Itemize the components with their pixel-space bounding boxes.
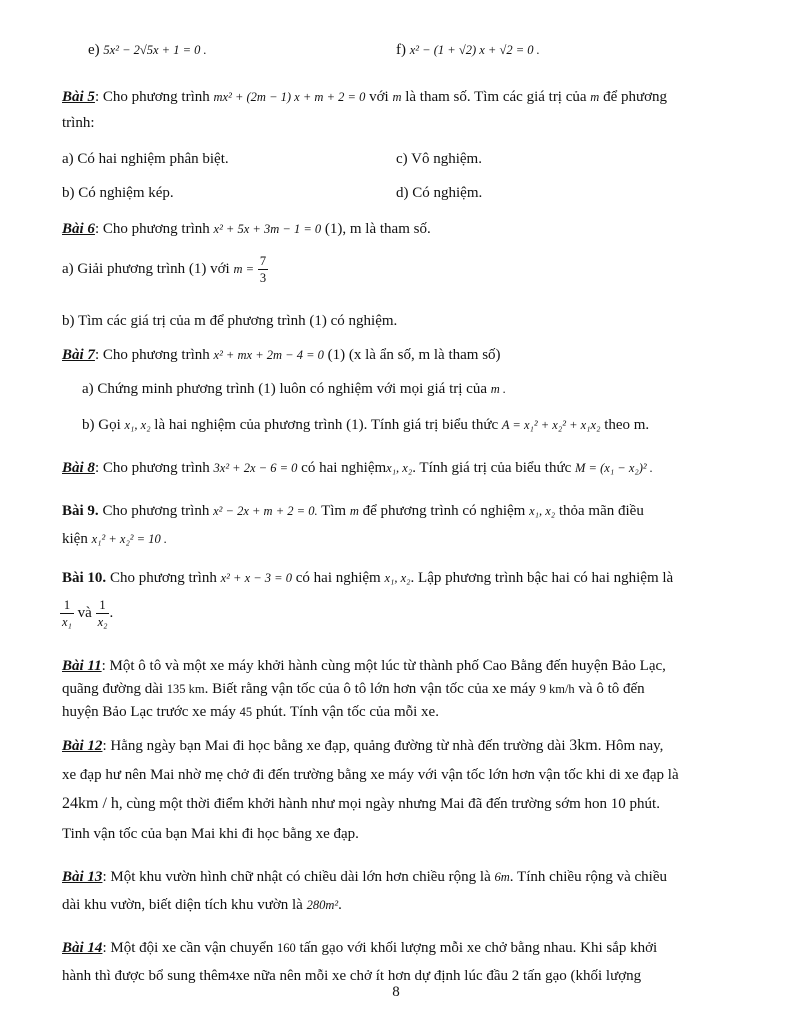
bai9-text3: để phương trình có nghiệm: [362, 503, 526, 519]
bai12-l1a: : Hằng ngày bạn Mai đi học bằng xe đạp, quảng đường từ nhà đến trường dài: [102, 738, 566, 754]
bai10-frac1-den: x₁: [62, 615, 72, 629]
bai13-diff: 6m: [494, 870, 510, 884]
bai9-text2: Tìm: [321, 503, 347, 519]
bai14-l2b: xe nữa nên mỗi xe chở ít hơn dự định lúc đầu 2 tấn gạo (khối lượng: [235, 968, 642, 984]
bai12-line3: [62, 795, 660, 813]
bai10-end: .: [109, 604, 114, 621]
bai8-text2: có hai nghiệm: [301, 460, 387, 476]
bai14-l2a: hành thì được bổ sung thêm: [62, 968, 230, 984]
bai8-equation: 3x² + 2x − 6 = 0: [213, 461, 298, 475]
bai7-text2: (1) (x là ẩn số, m là tham số): [327, 347, 501, 363]
bai6-den: 3: [259, 271, 267, 285]
label-f: f): [396, 42, 406, 58]
bai8-expr: M = (x₁ − x₂)² .: [575, 461, 653, 475]
bai7-b-expr: A = x₁² + x₂² + x₁x₂: [501, 418, 601, 432]
bai8-text3: . Tính giá trị của biểu thức: [412, 460, 572, 476]
bai5-text3: là tham số. Tìm các giá trị của: [405, 89, 587, 105]
bai12-l1b: . Hôm nay,: [597, 738, 664, 754]
bai10-frac1: [60, 597, 74, 630]
label-e: e): [88, 42, 100, 58]
bai7-a-text: a) Chứng minh phương trình (1) luôn có nghiệm với mọi giá trị của: [82, 381, 487, 397]
bai10-text3: . Lập phương trình bậc hai có hai nghiệm là: [410, 570, 674, 586]
bai7-b-vars: x₁, x₂: [124, 418, 151, 432]
bai10-frac2-num: 1: [96, 597, 110, 614]
bai5-line2: trình:: [62, 115, 95, 131]
equation-f: x² − (1 + √2) x + √2 = 0 .: [409, 43, 540, 57]
exercise-e: [88, 41, 207, 59]
bai11-line3: [62, 703, 439, 721]
bai9-title: Bài 9.: [62, 503, 99, 519]
bai12-l3: , cùng một thời điểm khởi hành như mọi ngày nhưng Mai đã đến trường sớm hon 10 phút.: [118, 796, 660, 812]
bai7-a-m: m .: [490, 382, 507, 396]
bai6-line1: [62, 220, 431, 238]
bai12-line1: [62, 737, 663, 755]
bai11-l2c: và ô tô đến: [578, 681, 645, 697]
bai5-text2: với: [369, 89, 389, 105]
bai5-a: a) Có hai nghiệm phân biệt.: [62, 151, 229, 167]
bai7-text1: : Cho phương trình: [94, 347, 210, 363]
bai11-distance: 135 km: [166, 682, 205, 696]
bai14-tons: 160: [276, 941, 296, 955]
bai14-cars: 4: [229, 969, 236, 983]
bai5-title: Bài 5: [62, 89, 95, 105]
bai9-condition: x₁² + x₂² = 10 .: [91, 532, 167, 546]
bai7-equation: x² + mx + 2m − 4 = 0: [213, 348, 324, 362]
bai8-vars: x₁, x₂: [386, 461, 413, 475]
bai6-a: [62, 253, 268, 286]
bai6-text2: (1), m là tham số.: [324, 221, 431, 237]
bai7-a: [82, 380, 506, 398]
bai9-text4: thỏa mãn điều: [558, 503, 644, 519]
bai14-line1: [62, 939, 657, 957]
bai5-c: c) Vô nghiệm.: [396, 151, 482, 167]
bai12-title: Bài 12: [62, 738, 103, 754]
bai10-vars: x₁, x₂: [384, 571, 411, 585]
exercise-f: [396, 41, 540, 59]
bai6-equation: x² + 5x + 3m − 1 = 0: [213, 222, 322, 236]
bai5-d: d) Có nghiệm.: [396, 185, 483, 201]
bai10-title: Bài 10.: [62, 570, 107, 586]
bai13-l1b: . Tính chiều rộng và chiều: [509, 869, 667, 885]
bai5-text4: để phương: [603, 89, 668, 105]
bai10-text1: Cho phương trình: [109, 570, 217, 586]
bai5-line1: [62, 88, 667, 106]
bai9-text1: Cho phương trình: [102, 503, 210, 519]
bai10-line2: [60, 597, 113, 630]
bai8-line1: [62, 459, 653, 477]
bai10-frac1-num: 1: [60, 597, 74, 614]
bai11-l2a: quãng đường dài: [62, 681, 164, 697]
bai6-num: 7: [259, 254, 267, 268]
bai11-l1: : Một ô tô và một xe máy khởi hành cùng một lúc từ thành phố Cao Bằng đến huyện Bảo Lạc,: [101, 658, 666, 674]
bai11-line1: [62, 657, 666, 675]
bai13-l2a: dài khu vườn, biết diện tích khu vườn là: [62, 897, 303, 913]
bai14-title: Bài 14: [62, 940, 103, 956]
bai11-time: 45: [239, 705, 253, 719]
bai5-b: b) Có nghiệm kép.: [62, 185, 174, 201]
bai6-fraction: [258, 253, 268, 286]
bai9-equation: x² − 2x + m + 2 = 0.: [213, 504, 318, 518]
bai7-b1: b) Gọi: [82, 417, 121, 433]
bai11-title: Bài 11: [62, 658, 102, 674]
bai9-line2: [62, 530, 167, 548]
bai5-m: m: [392, 90, 402, 104]
bai6-a-m: m =: [233, 261, 255, 276]
bai12-speed: 24km / h: [62, 795, 119, 812]
bai11-speed: 9 km/h: [539, 682, 575, 696]
bai10-frac2-den: x₂: [97, 615, 108, 629]
bai13-area: 280m²: [306, 898, 339, 912]
bai13-line1: [62, 868, 667, 886]
bai9-m: m: [349, 504, 359, 518]
bai6-a-text: a) Giải phương trình (1) với: [62, 260, 230, 277]
bai7-b2: là hai nghiệm của phương trình (1). Tính giá trị biểu thức: [154, 417, 499, 433]
bai6-text1: : Cho phương trình: [94, 221, 210, 237]
bai11-l3b: phút. Tính vận tốc của mỗi xe.: [255, 704, 439, 720]
bai8-text1: : Cho phương trình: [94, 460, 210, 476]
bai6-b: b) Tìm các giá trị của m để phương trình (1) có nghiệm.: [62, 313, 398, 329]
bai13-l2b: .: [338, 897, 342, 913]
page-number: 8: [392, 984, 400, 1000]
bai9-line2-text: kiện: [62, 531, 88, 547]
bai9-line1: [62, 502, 644, 520]
bai14-l1a: : Một đội xe cần vận chuyển: [102, 940, 274, 956]
bai7-line1: [62, 346, 501, 364]
equation-e: 5x² − 2√5x + 1 = 0 .: [103, 43, 207, 57]
bai10-text2: có hai nghiệm: [295, 570, 381, 586]
bai11-line2: [62, 680, 645, 698]
bai12-line4: Tinh vận tốc của bạn Mai khi đi học bằng xe đạp.: [62, 826, 359, 842]
bai12-line2: xe đạp hư nên Mai nhờ mẹ chở đi đến trường bằng xe máy với vận tốc lớn hơn vận tốc khi di xe đạp là: [62, 767, 679, 783]
bai5-m2: m: [590, 90, 600, 104]
bai13-line2: [62, 896, 342, 914]
bai10-equation: x² + x − 3 = 0: [220, 571, 292, 585]
bai10-line1: [62, 569, 673, 587]
bai7-b3: theo m.: [604, 417, 650, 433]
bai14-line2: [62, 967, 641, 985]
bai14-l1b: tấn gạo với khối lượng mỗi xe chở bằng nhau. Khi sắp khởi: [299, 940, 658, 956]
bai6-title: Bài 6: [62, 221, 95, 237]
bai11-l2b: . Biết rằng vận tốc của ô tô lớn hơn vận tốc của xe máy: [204, 681, 536, 697]
bai13-title: Bài 13: [62, 869, 103, 885]
bai5-equation: mx² + (2m − 1) x + m + 2 = 0: [213, 90, 366, 104]
bai10-and: và: [77, 604, 92, 621]
bai10-frac2: [96, 597, 110, 630]
bai5-text1: : Cho phương trình: [94, 89, 210, 105]
bai13-l1a: : Một khu vườn hình chữ nhật có chiều dài lớn hơn chiều rộng là: [102, 869, 491, 885]
bai9-vars: x₁, x₂: [529, 504, 556, 518]
bai7-b: [82, 416, 649, 434]
bai7-title: Bài 7: [62, 347, 95, 363]
bai8-title: Bài 8: [62, 460, 95, 476]
bai12-distance: 3km: [569, 737, 598, 754]
bai11-l3a: huyện Bảo Lạc trước xe máy: [62, 704, 236, 720]
